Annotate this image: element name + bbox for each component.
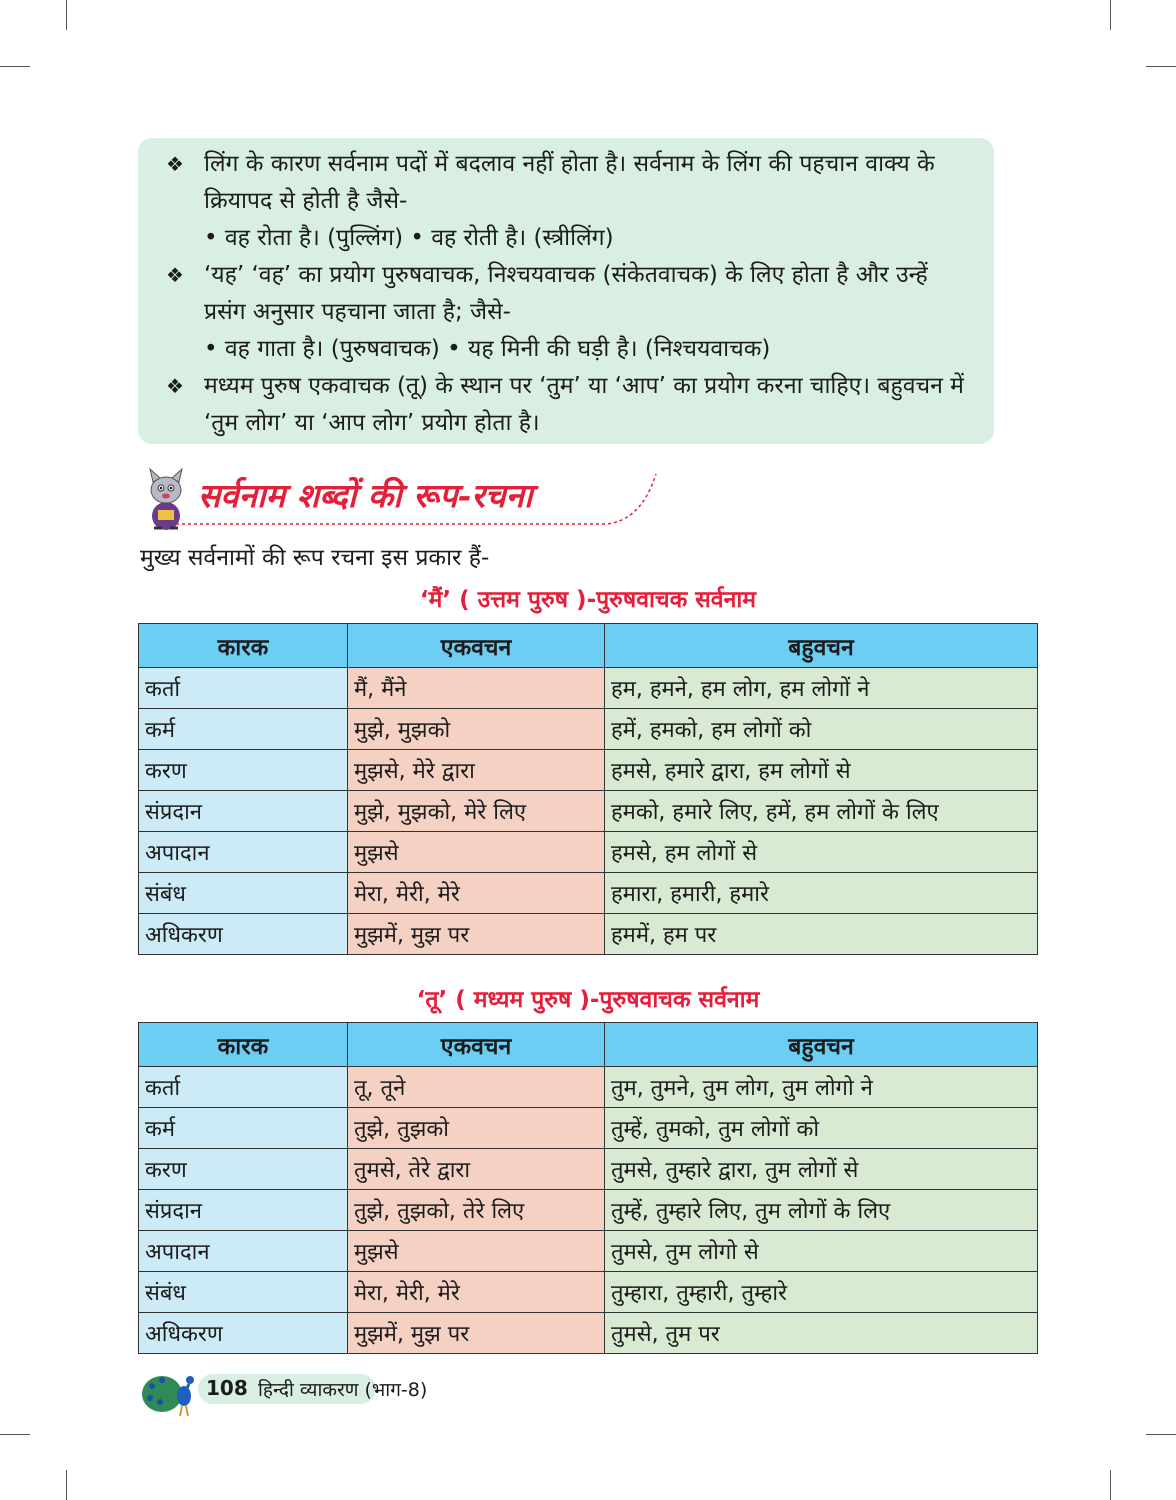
- header-plural: बहुवचन: [605, 624, 1038, 668]
- table-title: ‘मैं’ ( उत्तम पुरुष )-पुरुषवाचक सर्वनाम: [419, 587, 757, 613]
- intro-text: मुख्य सर्वनामों की रूप रचना इस प्रकार हैं-: [140, 545, 490, 571]
- crop-mark: [66, 1470, 67, 1500]
- header-case: कारक: [139, 624, 348, 668]
- page-number: 108: [206, 1376, 248, 1400]
- table-row: [139, 668, 1038, 709]
- singular-cell: मेरा, मेरी, मेरे: [348, 873, 605, 914]
- page-footer: [140, 1366, 480, 1418]
- singular-cell: मुझमें, मुझ पर: [348, 914, 605, 955]
- singular-cell: मुझे, मुझको: [348, 709, 605, 750]
- table-row: [139, 709, 1038, 750]
- case-cell: अधिकरण: [139, 1313, 348, 1354]
- plural-cell: तुम, तुमने, तुम लोग, तुम लोगो ने: [605, 1067, 1038, 1108]
- table-row: [139, 1313, 1038, 1354]
- case-cell: संप्रदान: [139, 791, 348, 832]
- plural-cell: हमें, हमको, हम लोगों को: [605, 709, 1038, 750]
- plural-cell: हमसे, हम लोगों से: [605, 832, 1038, 873]
- table-header-row: [139, 1023, 1038, 1067]
- peacock-icon: [140, 1366, 204, 1418]
- crop-mark: [1110, 0, 1111, 30]
- singular-cell: तू, तूने: [348, 1067, 605, 1108]
- singular-cell: मुझे, मुझको, मेरे लिए: [348, 791, 605, 832]
- case-cell: अधिकरण: [139, 914, 348, 955]
- case-cell: करण: [139, 1149, 348, 1190]
- table-row: [139, 1190, 1038, 1231]
- case-cell: कर्ता: [139, 1067, 348, 1108]
- crop-mark: [1146, 66, 1176, 67]
- plural-cell: तुम्हें, तुमको, तुम लोगों को: [605, 1108, 1038, 1149]
- header-case: कारक: [139, 1023, 348, 1067]
- pronoun-table-main: [138, 623, 1038, 955]
- table-header-row: [139, 624, 1038, 668]
- table-row: [139, 750, 1038, 791]
- diamond-bullet-icon: ❖: [166, 374, 184, 398]
- table-row: [139, 873, 1038, 914]
- note-item: [146, 146, 974, 257]
- book-title: हिन्दी व्याकरण (भाग-8): [258, 1379, 428, 1401]
- singular-cell: मुझमें, मुझ पर: [348, 1313, 605, 1354]
- singular-cell: मेरा, मेरी, मेरे: [348, 1272, 605, 1313]
- case-cell: संप्रदान: [139, 1190, 348, 1231]
- crop-mark: [0, 1434, 30, 1435]
- singular-cell: तुझे, तुझको, तेरे लिए: [348, 1190, 605, 1231]
- diamond-bullet-icon: ❖: [166, 263, 184, 287]
- singular-cell: मुझसे: [348, 832, 605, 873]
- singular-cell: मुझसे: [348, 1231, 605, 1272]
- note-text: ‘यह’ ‘वह’ का प्रयोग पुरुषवाचक, निश्चयवाचक (संकेतवाचक) के लिए होता है और उन्हें प्रसंग अनुसार पहचाना जाता है; जैसे-: [204, 262, 928, 325]
- case-cell: संबंध: [139, 873, 348, 914]
- crop-mark: [1146, 1434, 1176, 1435]
- case-cell: कर्म: [139, 1108, 348, 1149]
- singular-cell: मुझसे, मेरे द्वारा: [348, 750, 605, 791]
- singular-cell: मैं, मैंने: [348, 668, 605, 709]
- case-cell: कर्म: [139, 709, 348, 750]
- singular-cell: तुमसे, तेरे द्वारा: [348, 1149, 605, 1190]
- plural-cell: तुम्हारा, तुम्हारी, तुम्हारे: [605, 1272, 1038, 1313]
- section-heading: [136, 466, 676, 532]
- plural-cell: तुम्हें, तुम्हारे लिए, तुम लोगों के लिए: [605, 1190, 1038, 1231]
- diamond-bullet-icon: ❖: [166, 152, 184, 176]
- table-row: [139, 832, 1038, 873]
- plural-cell: हम, हमने, हम लोग, हम लोगों ने: [605, 668, 1038, 709]
- plural-cell: हममें, हम पर: [605, 914, 1038, 955]
- crop-mark: [0, 66, 30, 67]
- table-row: [139, 1108, 1038, 1149]
- singular-cell: तुझे, तुझको: [348, 1108, 605, 1149]
- crop-mark: [1110, 1470, 1111, 1500]
- case-cell: करण: [139, 750, 348, 791]
- plural-cell: तुमसे, तुम लोगो से: [605, 1231, 1038, 1272]
- crop-mark: [66, 0, 67, 30]
- table-row: [139, 1272, 1038, 1313]
- note-example: • वह गाता है। (पुरुषवाचक) • यह मिनी की घड़ी है। (निश्चयवाचक): [204, 336, 771, 362]
- table-row: [139, 1067, 1038, 1108]
- header-singular: एकवचन: [348, 1023, 605, 1067]
- case-cell: अपादान: [139, 1231, 348, 1272]
- case-cell: अपादान: [139, 832, 348, 873]
- table-row: [139, 914, 1038, 955]
- case-cell: संबंध: [139, 1272, 348, 1313]
- note-item: [146, 368, 974, 442]
- note-item: [146, 257, 974, 368]
- plural-cell: तुमसे, तुम पर: [605, 1313, 1038, 1354]
- plural-cell: हमारा, हमारी, हमारे: [605, 873, 1038, 914]
- table-title: ‘तू’ ( मध्यम पुरुष )-पुरुषवाचक सर्वनाम: [416, 987, 760, 1013]
- header-plural: बहुवचन: [605, 1023, 1038, 1067]
- pronoun-table-second: [138, 1022, 1038, 1354]
- table-row: [139, 791, 1038, 832]
- plural-cell: तुमसे, तुम्हारे द्वारा, तुम लोगों से: [605, 1149, 1038, 1190]
- plural-cell: हमको, हमारे लिए, हमें, हम लोगों के लिए: [605, 791, 1038, 832]
- header-singular: एकवचन: [348, 624, 605, 668]
- case-cell: कर्ता: [139, 668, 348, 709]
- notes-box: [138, 138, 994, 444]
- note-text: लिंग के कारण सर्वनाम पदों में बदलाव नहीं होता है। सर्वनाम के लिंग की पहचान वाक्य के क्रियापद से होती है जैसे-: [204, 151, 935, 214]
- note-text: मध्यम पुरुष एकवाचक (तू) के स्थान पर ‘तुम’ या ‘आप’ का प्रयोग करना चाहिए। बहुवचन में ‘तुम लोग’ या ‘आप लोग’ प्रयोग होता है।: [204, 373, 964, 436]
- section-title: सर्वनाम शब्दों की रूप-रचना: [198, 476, 533, 515]
- table-row: [139, 1149, 1038, 1190]
- table-row: [139, 1231, 1038, 1272]
- note-example: • वह रोता है। (पुल्लिंग) • वह रोती है। (स्त्रीलिंग): [204, 225, 614, 251]
- plural-cell: हमसे, हमारे द्वारा, हम लोगों से: [605, 750, 1038, 791]
